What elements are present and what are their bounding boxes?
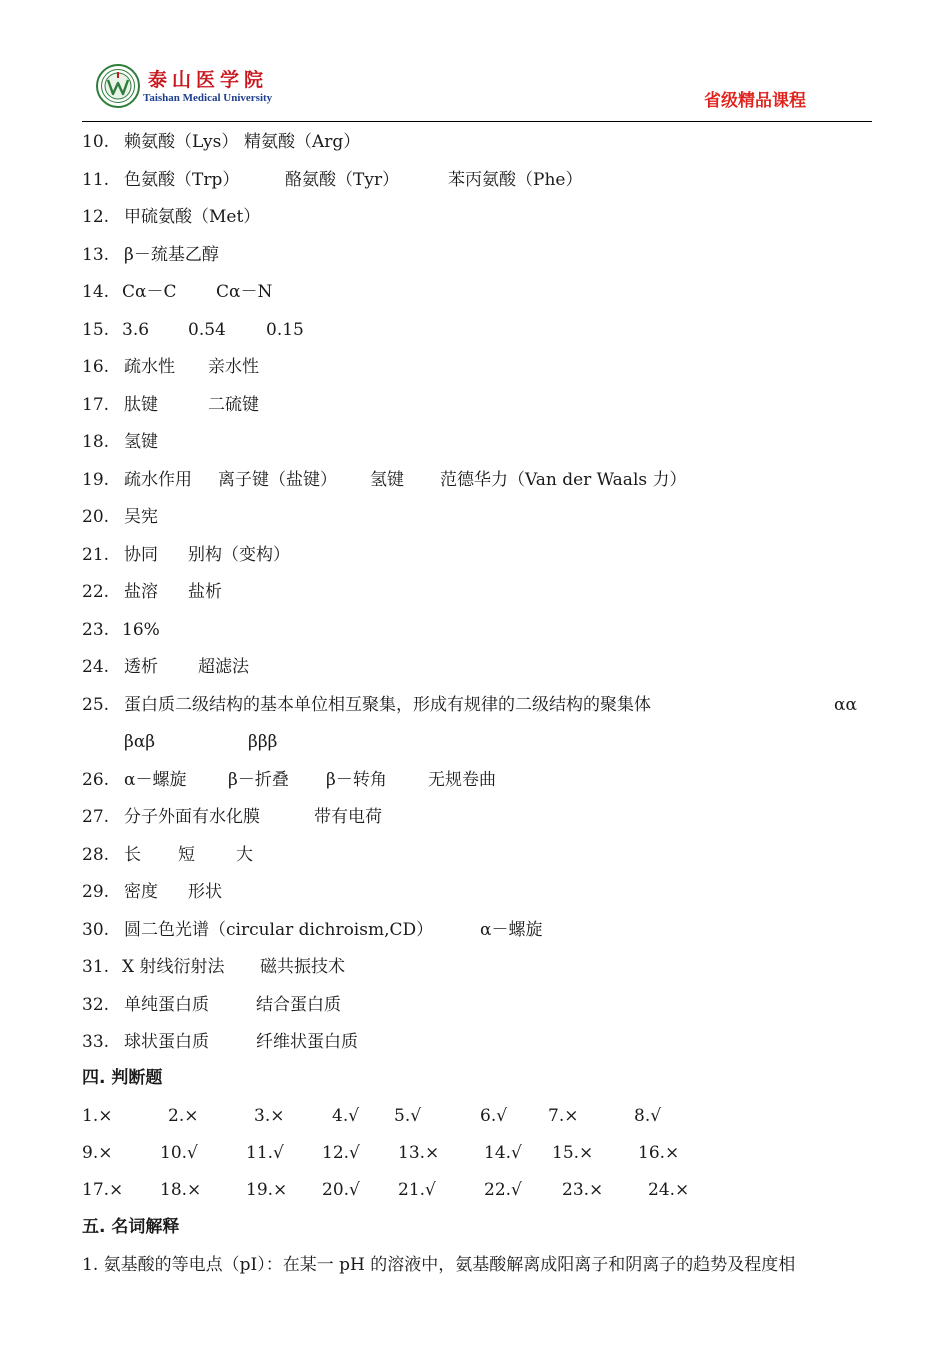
answer-text: 精氨酸（Arg）: [244, 132, 361, 152]
item-number: 31.: [82, 957, 110, 977]
answer-text: 离子键（盐键）: [218, 470, 337, 490]
item-number: 10.: [82, 132, 110, 152]
item-number: 24.: [82, 657, 110, 677]
answer-text: 无规卷曲: [428, 770, 496, 790]
judgment-answer: 7.×: [548, 1106, 579, 1126]
item-number: 21.: [82, 545, 110, 565]
answer-text: 单纯蛋白质: [124, 995, 209, 1015]
item-number: 20.: [82, 507, 110, 527]
answer-text: 吴宪: [124, 507, 158, 527]
answer-text: 肽键: [124, 395, 158, 415]
judgment-answer: 18.×: [160, 1180, 202, 1200]
section-title-judgment: 四. 判断题: [82, 1068, 163, 1088]
answer-text: 纤维状蛋白质: [256, 1032, 358, 1052]
university-name-cn: 泰山医学院: [148, 69, 269, 91]
judgment-answer: 4.√: [332, 1106, 360, 1126]
item-number: 26.: [82, 770, 110, 790]
answer-text: X 射线衍射法: [122, 957, 225, 977]
answer-text: 带有电荷: [314, 807, 382, 827]
item-number: 33.: [82, 1032, 110, 1052]
university-name-en: Taishan Medical University: [143, 92, 273, 104]
answer-text: 大: [236, 845, 253, 865]
item-number: 17.: [82, 395, 110, 415]
answer-text: 苯丙氨酸（Phe）: [448, 170, 583, 190]
judgment-answer: 6.√: [480, 1106, 508, 1126]
answer-text: 二硫键: [208, 395, 259, 415]
answer-text: 16%: [122, 620, 160, 640]
item-number: 29.: [82, 882, 110, 902]
answer-text: 磁共振技术: [260, 957, 345, 977]
answer-text: 色氨酸（Trp）: [124, 170, 240, 190]
answer-text: 别构（变构）: [188, 545, 290, 565]
judgment-answer: 16.×: [638, 1143, 680, 1163]
item-number: 11.: [82, 170, 110, 190]
answer-text: 甲硫氨酸（Met）: [124, 207, 261, 227]
judgment-answer: 17.×: [82, 1180, 124, 1200]
answer-text: β－转角: [326, 770, 387, 790]
answer-text: 赖氨酸（Lys）: [124, 132, 239, 152]
answer-text: 分子外面有水化膜: [124, 807, 260, 827]
item-number: 13.: [82, 245, 110, 265]
course-badge: 省级精品课程: [704, 91, 806, 111]
answer-text: Cα－C: [122, 282, 177, 302]
item-number: 25.: [82, 695, 110, 715]
answer-text: 疏水性: [124, 357, 175, 377]
judgment-answer: 23.×: [562, 1180, 604, 1200]
judgment-answer: 9.×: [82, 1143, 113, 1163]
answer-text: 酪氨酸（Tyr）: [285, 170, 400, 190]
answer-text: α－螺旋: [480, 920, 543, 940]
answer-text: βαβ: [124, 732, 156, 752]
item-number: 30.: [82, 920, 110, 940]
answer-text: 氢键: [124, 432, 158, 452]
judgment-answer: 11.√: [246, 1143, 284, 1163]
judgment-answer: 2.×: [168, 1106, 199, 1126]
answer-text: 长: [124, 845, 141, 865]
item-number: 32.: [82, 995, 110, 1015]
answer-text: 球状蛋白质: [124, 1032, 209, 1052]
item-number: 14.: [82, 282, 110, 302]
judgment-answer: 15.×: [552, 1143, 594, 1163]
judgment-answer: 5.√: [394, 1106, 422, 1126]
item-number: 28.: [82, 845, 110, 865]
item-number: 19.: [82, 470, 110, 490]
judgment-answer: 13.×: [398, 1143, 440, 1163]
answer-text: βββ: [248, 732, 278, 752]
answer-text: 形状: [188, 882, 222, 902]
judgment-answer: 12.√: [322, 1143, 360, 1163]
answer-text: β－折叠: [228, 770, 289, 790]
answer-text: 疏水作用: [124, 470, 192, 490]
answer-text: 3.6: [122, 320, 150, 340]
judgment-answer: 14.√: [484, 1143, 522, 1163]
definition-item: 1. 氨基酸的等电点（pI）：在某一 pH 的溶液中，氨基酸解离成阳离子和阴离子的趋势及程度相: [82, 1255, 796, 1275]
answer-text: 短: [178, 845, 195, 865]
answer-text: β－巯基乙醇: [124, 245, 219, 265]
answer-text: 结合蛋白质: [256, 995, 341, 1015]
judgment-answer: 21.√: [398, 1180, 436, 1200]
item-number: 18.: [82, 432, 110, 452]
answer-text: 透析: [124, 657, 158, 677]
answer-text: 蛋白质二级结构的基本单位相互聚集，形成有规律的二级结构的聚集体: [124, 695, 651, 715]
answer-text: 亲水性: [208, 357, 259, 377]
answer-text: 范德华力（Van der Waals 力）: [440, 470, 687, 490]
item-number: 16.: [82, 357, 110, 377]
judgment-answer: 22.√: [484, 1180, 522, 1200]
answer-text: α－螺旋: [124, 770, 187, 790]
item-number: 23.: [82, 620, 110, 640]
judgment-answer: 10.√: [160, 1143, 198, 1163]
item-number: 15.: [82, 320, 110, 340]
section-title-definitions: 五. 名词解释: [82, 1217, 180, 1237]
answer-text: 0.15: [266, 320, 304, 340]
judgment-answer: 19.×: [246, 1180, 288, 1200]
answer-text: 盐溶: [124, 582, 158, 602]
answer-text: 协同: [124, 545, 158, 565]
answer-text: 氢键: [370, 470, 404, 490]
judgment-answer: 24.×: [648, 1180, 690, 1200]
answer-text: 圆二色光谱（circular dichroism,CD）: [124, 920, 434, 940]
judgment-answer: 3.×: [254, 1106, 285, 1126]
answer-text: 密度: [124, 882, 158, 902]
judgment-answer: 1.×: [82, 1106, 113, 1126]
answer-text: Cα－N: [216, 282, 273, 302]
item-number: 27.: [82, 807, 110, 827]
item-number: 12.: [82, 207, 110, 227]
item-number: 22.: [82, 582, 110, 602]
judgment-answer: 8.√: [634, 1106, 662, 1126]
answer-text: 盐析: [188, 582, 222, 602]
answer-text: 0.54: [188, 320, 226, 340]
answer-text: 超滤法: [198, 657, 249, 677]
judgment-answer: 20.√: [322, 1180, 360, 1200]
answer-text: αα: [834, 695, 857, 715]
